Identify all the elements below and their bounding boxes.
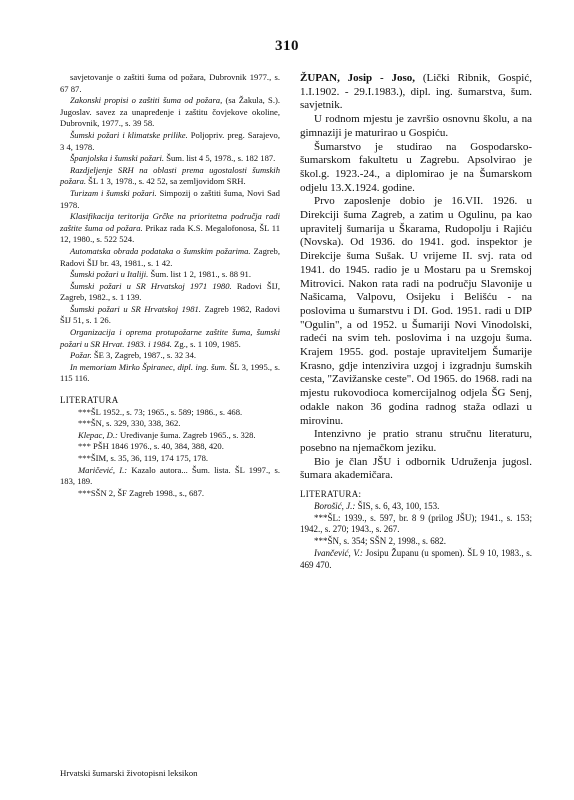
reference-entry: In memoriam Mirko Špiranec, dipl. ing. šum. ŠL 3, 1995., s. 115 116.: [60, 361, 280, 384]
reference-entry: Požar. ŠE 3, Zagreb, 1987., s. 32 34.: [70, 350, 197, 361]
literature-entry: ***ŠIM, s. 35, 36, 119, 174 175, 178.: [78, 453, 209, 463]
body-paragraph: U rodnom mjestu je završio osnovnu školu, a na gimnaziji je maturirao u Gospiću.: [300, 113, 532, 139]
reference-entry: Šumski požari u SR Hrvatskoj 1981. Zagreb 1982, Radovi ŠIJ 51, s. 1 26.: [60, 303, 280, 326]
literature-entry: Maričević, I.: Kazalo autora... Šum. lista. ŠL 1997., s. 183, 189.: [60, 464, 280, 487]
reference-entry: Organizacija i oprema protupožarne zaštite šuma, šumski požari u SR Hrvat. 1983. i 1984. Zg., s. 1 109, 1985.: [60, 327, 280, 349]
right-column: [300, 72, 532, 572]
reference-entry: Automatska obrada podataka o šumskim požarima. Zagreb, Radovi ŠIJ br. 43, 1981., s. 1 42.: [60, 245, 280, 268]
page-number: 310: [275, 38, 299, 54]
literature-heading: LITERATURA: [60, 395, 119, 406]
entry-lead: ŽUPAN, Josip - Joso, (Lički Ribnik, Gospić, 1.I.1902. - 29.I.1983.), dipl. ing. šumarstva, šum. savjetnik.: [300, 72, 532, 112]
body-paragraph: Intenzivno je pratio stranu stručnu literaturu, posebno na njemačkom jeziku.: [300, 428, 532, 454]
reference-entry: Šumski požari u Italiji. Šum. list 1 2, 1981., s. 88 91.: [70, 269, 251, 280]
reference-entry: Šumski požari u SR Hrvatskoj 1971 1980. Radovi ŠIJ, Zagreb, 1982., s. 1 139.: [60, 280, 280, 303]
literature-entry: Borošić, J.: ŠIS, s. 6, 43, 100, 153.: [314, 500, 440, 511]
literature-entry: ***ŠL: 1939., s. 597, br. 8 9 (prilog JŠU); 1941., s. 153; 1942., s. 270; 1943., s. 267.: [300, 512, 532, 535]
entry-headword: ŽUPAN, Josip - Joso,: [300, 72, 415, 84]
literature-section: [300, 489, 532, 572]
reference-entry: Turizam i šumski požari. Simpozij o zaštiti šuma, Novi Sad 1978.: [60, 187, 280, 210]
reference-entry: Španjolska i šumski požari. Šum. list 4 5, 1978., s. 182 187.: [70, 153, 276, 164]
literature-entry: *** PŠH 1846 1976., s. 40, 384, 388, 420.: [78, 441, 224, 452]
literature-entry: ***SŠN 2, ŠF Zagreb 1998., s., 687.: [78, 487, 205, 498]
reference-entry: Klasifikacija teritorija Grčke na prioritetna područja radi zaštite šuma od požara. Prikaz rada K.S. Megalofonosa, ŠL 11 12, 1980., s. 522 524.: [60, 211, 281, 245]
reference-entry: Zakonski propisi o zaštiti šuma od požara, (sa Žakula, S.). Jugoslav. savez za unapređenje i zaštitu čovjekove okoline, Dubrovnik, 1977., s. 39 58.: [60, 95, 280, 129]
page-footer: Hrvatski šumarski životopisni leksikon: [60, 768, 198, 778]
left-column: [60, 72, 280, 499]
literature-entry: Ivančević, V.: Josipu Županu (u spomen). ŠL 9 10, 1983., s. 469 470.: [300, 548, 532, 570]
literature-entry: Klepac, D.: Uređivanje šuma. Zagreb 1965., s. 328.: [78, 429, 256, 440]
reference-entry: savjetovanje o zaštiti šuma od požara, Dubrovnik 1977., s. 67 87.: [60, 72, 280, 94]
body-paragraph: Prvo zaposlenje dobio je 16.VII. 1926. u Direkciji šuma Zagreb, a zatim u Ogulinu, pa kao upravitelj šumarija u Škarama, Rudopolju i Rajiću (Novska). Od 1936. do 1941. god. inspektor je Direkcije šuma Sušak. U vrijeme II. svj. rata od 1941. do 1945. radio je u Mostaru pa u Sremskoj Mitrovici. Nakon rata radi na području Slavonije u Našicama, Valpovu, Osijeku i Belišću - na poslovima u šumarstvu i DI. God. 1951. radi u DIP "Ogulin", a od 1952. u Šumariji Novi Vinodolski, radeći na svim teh. poslovima i na uzgoju šuma. Krajem 1955. god. postaje upraviteljem Šumarije Krasno, gdje intenzivira uzgoj i izgradnju šumskih cesta, "Zavižanske ceste". Od 1965. do 1968. radi na mjestu rukovodioca komercijalnog odjela ŠG Senj, odakle nakon 36 godina radnog staža odlazi u mirovinu.: [300, 195, 532, 427]
literature-entry: ***ŠN, s. 354; SŠN 2, 1998., s. 682.: [314, 536, 447, 547]
reference-entry: Šumski požari i klimatske prilike. Poljopriv. preg. Sarajevo, 3 4, 1978.: [60, 129, 280, 152]
literature-entry: ***ŠN, s. 329, 330, 338, 362.: [78, 418, 181, 429]
literature-heading: LITERATURA:: [300, 489, 362, 500]
body-paragraph: Bio je član JŠU i odbornik Udruženja jugosl. šumara akademičara.: [300, 455, 532, 482]
body-paragraph: Šumarstvo je studirao na Gospodarsko-šumarskom fakultetu u Zagrebu. Apsolvirao je škol.g. 1923.-24., a diplomirao je na Šumarskom odjelu 13.X.1924. godine.: [300, 140, 532, 194]
literature-entry: ***ŠL 1952., s. 73; 1965., s. 589; 1986., s. 468.: [78, 406, 243, 417]
reference-entry: Razdjeljenje SRH na oblasti prema ugostalosti šumskih požara. ŠL 1 3, 1978., s. 42 52, sa zemljovidom SRH.: [60, 164, 280, 187]
